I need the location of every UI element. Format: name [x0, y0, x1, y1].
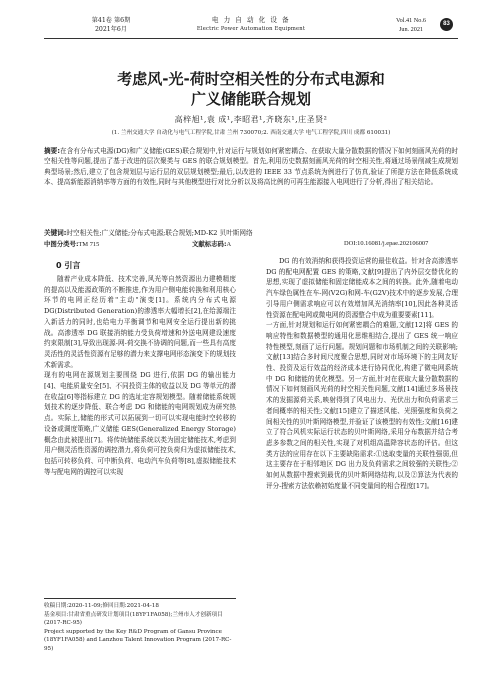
doi: DOI:10.16081/j.epae.202106007 — [344, 240, 429, 247]
right-column-text — [266, 256, 458, 491]
abstract-text: 在含有分布式电源(DG)和广义储能(GES)联合规划中,针对运行与规划如何紧密耦合、在获取大量分散数据的情况下如何刻画风光荷的时空相关性等问题,提出了基于改进的层次聚类与 GES 的联合规划模型。首先,利用历史数据刻画风光荷的时空相关性,将通过场景削减生成规划典型场景;然后,建立了包含规划层与运行层的双层规划模型;最后,以改进的 IEEE 33 节点系统为例进行了仿真,验证了所提方法在降低系统成本、提高新能源消纳率等方面的有效性,同时与其他模型进行对比分析以及将高比例的可再生能源接入电网进行了分析,得出了相关结论。 — [44, 147, 458, 187]
doc-code-value: A — [226, 241, 232, 248]
header-rule — [44, 38, 458, 39]
date-en-label: Jun. 2021 — [398, 26, 424, 33]
journal-name-cn: 电 力 自 动 化 设 备 — [211, 16, 291, 24]
clc-label: 中图分类号: — [44, 240, 79, 248]
affiliation: (1. 兰州交通大学 自动化与电气工程学院,甘肃 兰州 730070;2. 西南交通大学 电气工程学院,四川 成都 610031) — [111, 130, 391, 136]
abstract-label: 摘要: — [44, 147, 60, 155]
clc-value: TM 715 — [78, 241, 100, 248]
keywords — [44, 228, 458, 238]
journal-name-en: Electric Power Automation Equipment — [196, 26, 306, 32]
abstract — [44, 146, 458, 188]
keywords-label: 关键词: — [44, 229, 67, 237]
fund-en: Project supported by the Key R&D Program of Gansu Province (18YF1FA058) and Lanzhou Talent Innovation Program (2017-RC-95) — [44, 628, 232, 652]
volume-en-label: Vol.41 No.6 — [396, 17, 426, 24]
footnote — [44, 598, 236, 654]
journal-volume-issue — [78, 16, 144, 34]
doc-code-label: 文献标志码: — [192, 240, 227, 248]
fund-cn: 基金项目:甘肃省重点研发计划项目(18YF1FA058);兰州市人才创新项目(2017-RC-95) — [44, 611, 223, 627]
body-text-right: DG 的有效消纳和获得投资运营的最佳收益。针对含高渗透率 DG 的配电网配置 GES 的策略,文献[9]提出了内外层交替优化的思想,实现了虚拟储能和固定储能成本之间的转换。此外,随着电动汽车绿色属性在车-网(V2G)和网-车(G2V)技术中的逐步发展,合理引导用户侧需求响应可以有效增加风光消纳率[10],因此各种灵活性资源在配电网或微电网的资源整合中成为重要要素[11]。 一方面,针对规划和运行如何紧密耦合的难题,文献[12]将 GES 的响应特性和数据模型的通用化思维相结合,提出了 GES 统一响应特性模型,刻画了运行问题。规划问题和市场机制之间的关联影响;文献[13]结合多时间尺度聚合思想,同时对市场环境下的主网友好性、投资及运行效益的经济成本进行协同优化,构建了微电网系统中 DG 和储能的优化模型。另一方面,针对在获取大量分散数据的情况下如何刻画风光荷的时空相关性问题,文献[14]通过多场景技术的发掘源荷关系,映射得到了风电出力、光伏出力和负荷需求三者间概率的相关性;文献[15]建立了描述风能、光照强度和负荷之间相关性的贝叶斯网络模型,并验证了该模型的有效性;文献[16]建立了符合风机实际运行状态的贝叶斯网络,采用分布数据并结合考虑多参数之间的相关性,实现了对机组高温降容状态的评估。但这类方法的应用存在以下主要缺陷需求:①选取变量的关联性强弱,但这主要存在于相邻地区 DG 出力及负荷需求之间较强的关联性;②如何从数据中搜索到最优的贝叶斯网络结构,以及②算法为代表的评分-搜索方法依赖初始度量不同变量间的相合程度[17]。 — [266, 257, 458, 490]
paper-title-line1: 考虑风-光-荷时空相关性的分布式电源和 — [117, 70, 385, 88]
authors: 高梓旭¹,袁 成¹,李昭君¹,齐晓东¹,庄圣贤² — [174, 115, 328, 124]
page-number-badge: 83 — [440, 18, 453, 31]
journal-name — [168, 16, 334, 34]
journal-volume-en — [384, 16, 438, 34]
body-text-left: 随着产业成本降低、技术完善,风光等自然资源出力建模精度的提高以及能源政策的不断推进,作为用户侧电能转换和利用核心环节的电网正经历着"主动"演变[1]。系统内分布式电源 DG(Distributed Generation)的渗透率大幅增长[2],在给源端注入新活力的同时,也给电力平衡调节和电网安全运行提出新的挑战。高渗透率 DG 联接消纳能力受负荷增速和外送电网建设速度约束限制[3],导致出现源-网-荷交换不协调的问题,而一些具有高度灵活性的灵活性资源有足够的潜力来支撑电网形态演变下的规划技术新需求。 现有的电网在源规划主要围绕 DG 进行,依据 DG 的输出能力[4]、电能质量安全[5]、不同投资主体的收益以及 DG 等单元的潜在收益[6]等指标建立 DG 的选址定容规划模型。随着储能系统规划技术的逐步降低、联合考虑 DG 和储能的电网规划成为研究热点。实际上,储能的形式可以拓展到一切可以实现电能时空转移的设备或调度策略,广义储能 GES(Generalized Energy Storage)概念由此被提出[7]。将传统储能系统以类为固定储能技术,考虑到用户侧灵活性资源的调控潜力,将负荷可控负荷归为虚拟储能技术,包括可转移负荷、可中断负荷、电动汽车负荷等[8],虚拟储能技术等与配电网的调控可以实现 — [44, 275, 236, 476]
issue-date-label: 2021年6月 — [94, 26, 128, 33]
volume-issue-label: 第41卷 第6期 — [91, 17, 131, 24]
received-date: 收稿日期:2020-11-09;修回日期:2021-04-18 — [44, 603, 159, 609]
keywords-text: 时空相关性;广义储能;分布式电源;联合规划;MD-K2 贝叶斯网络 — [66, 229, 253, 237]
left-column-text — [44, 274, 236, 477]
section-heading: 0 引言 — [56, 261, 81, 270]
paper-title-line2: 广义储能联合规划 — [190, 90, 311, 108]
